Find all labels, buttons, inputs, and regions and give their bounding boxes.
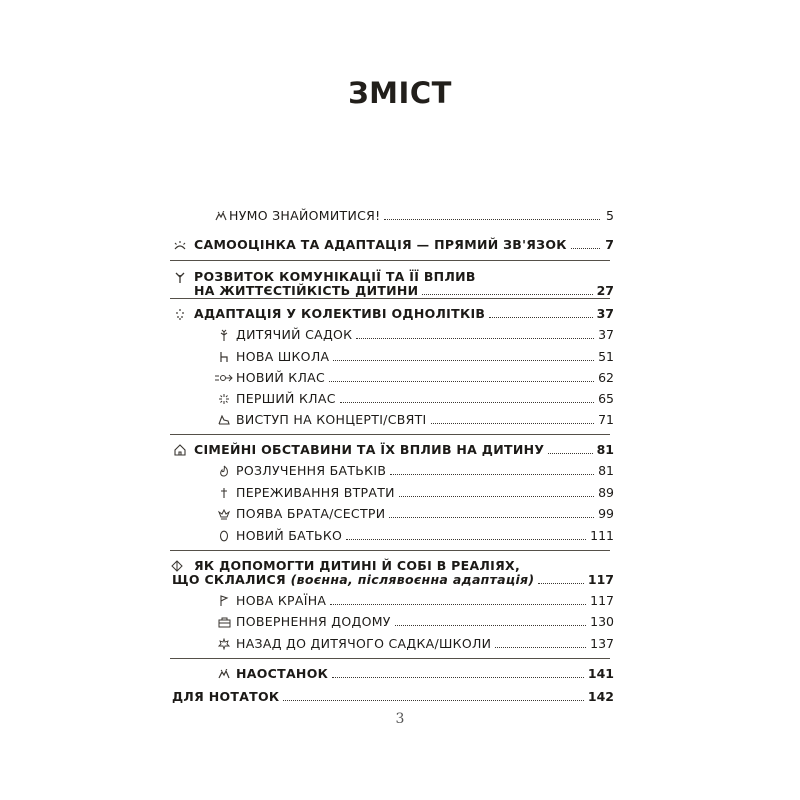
toc-entry-label: ПОВЕРНЕННЯ ДОДОМУ	[236, 614, 391, 629]
toc-entry-return-home[interactable]	[236, 615, 614, 629]
toc-entry-help-reality[interactable]	[172, 558, 614, 587]
toc-entry-page: 71	[598, 412, 614, 427]
toc-entry-label: ДЛЯ НОТАТОК	[172, 689, 280, 704]
toc-entry-new-school[interactable]	[236, 350, 614, 364]
toc-entry-page: 81	[598, 463, 614, 478]
mountain-icon	[217, 667, 231, 681]
leader-dots	[356, 338, 594, 339]
sparkle-icon	[173, 307, 187, 321]
leader-dots	[346, 539, 586, 540]
leader-dots	[340, 402, 594, 403]
toc-entry-back-to-school[interactable]	[236, 637, 614, 651]
toc-entry-peer-adaptation[interactable]	[194, 307, 614, 321]
toc-entry-label: НОВИЙ БАТЬКО	[236, 528, 343, 543]
toc-entry-label: НОВА ШКОЛА	[236, 349, 330, 364]
toc-entry-new-class[interactable]	[236, 371, 614, 385]
leader-dots	[330, 604, 586, 605]
toc-entry-page: 89	[598, 485, 614, 500]
toc-entry-label: ДИТЯЧИЙ САДОК	[236, 327, 353, 342]
leader-dots	[389, 517, 594, 518]
toc-entry-page: 51	[598, 349, 614, 364]
label-italic: (воєнна, післявоєнна адаптація)	[290, 572, 535, 587]
toc-entry-label: СІМЕЙНІ ОБСТАВИНИ ТА ЇХ ВПЛИВ НА ДИТИНУ	[194, 442, 545, 457]
diamond-leaf-icon	[170, 559, 184, 573]
page-title: ЗМІСТ	[348, 76, 452, 110]
toc-entry-label: НАОСТАНОК	[236, 666, 329, 681]
sunrise-icon	[173, 238, 187, 252]
toc-entry-label-line2	[172, 573, 534, 587]
leader-dots	[571, 248, 600, 249]
toc-entry-sibling[interactable]	[236, 507, 614, 521]
circle-icon	[217, 529, 231, 543]
leader-dots	[395, 625, 586, 626]
divider	[170, 298, 610, 299]
leader-dots	[495, 647, 586, 648]
toc-entry-label: ПЕРЕЖИВАННЯ ВТРАТИ	[236, 485, 395, 500]
toc-entry-label: НОВИЙ КЛАС	[236, 370, 326, 385]
star-burst-icon	[217, 392, 231, 406]
toc-entry-intro[interactable]	[229, 209, 614, 223]
toc-entry-notes[interactable]	[172, 690, 614, 704]
leader-dots	[329, 381, 594, 382]
toc-entry-page: 62	[598, 370, 614, 385]
toc-entry-label: НОВА КРАЇНА	[236, 593, 327, 608]
divider	[170, 260, 610, 261]
maple-icon	[217, 637, 231, 651]
suitcase-icon	[217, 615, 231, 629]
chair-icon	[217, 350, 231, 364]
leader-dots	[390, 474, 594, 475]
toc-entry-label-line1: РОЗВИТОК КОМУНІКАЦІЇ ТА ЇЇ ВПЛИВ	[194, 269, 476, 284]
label-text: ЩО СКЛАЛИСЯ	[172, 572, 286, 587]
toc-entry-label: РОЗЛУЧЕННЯ БАТЬКІВ	[236, 463, 387, 478]
toc-entry-page: 81	[596, 442, 614, 457]
crown-icon	[217, 507, 231, 521]
leader-dots	[422, 294, 592, 295]
divider	[170, 550, 610, 551]
sprout-icon	[173, 270, 187, 284]
toc-entry-page: 37	[598, 327, 614, 342]
toc-entry-label: ПЕРШИЙ КЛАС	[236, 391, 336, 406]
toc-entry-label: АДАПТАЦІЯ У КОЛЕКТИВІ ОДНОЛІТКІВ	[194, 306, 486, 321]
toc-entry-label-line2: НА ЖИТТЄСТІЙКІСТЬ ДИТИНИ	[194, 283, 419, 298]
toc-entry-first-grade[interactable]	[236, 392, 614, 406]
toc-entry-page: 37	[596, 306, 614, 321]
flame-icon	[217, 464, 231, 478]
toc-entry-page: 5	[606, 208, 614, 223]
mountain-icon	[214, 209, 228, 223]
leader-dots	[538, 583, 584, 584]
toc-entry-page: 99	[598, 506, 614, 521]
toc-entry-label: НУМО ЗНАЙОМИТИСЯ!	[229, 208, 381, 223]
cross-icon	[217, 486, 231, 500]
toc-entry-page: 117	[587, 572, 614, 587]
toc-entry-label: САМООЦІНКА ТА АДАПТАЦІЯ — ПРЯМИЙ ЗВ'ЯЗОК	[194, 237, 567, 252]
flag-icon	[217, 594, 231, 608]
shoe-icon	[217, 413, 231, 427]
toc-entry-communication[interactable]	[194, 269, 614, 298]
toc-entry-page: 137	[590, 636, 614, 651]
leader-dots	[283, 700, 583, 701]
toc-entry-kindergarten[interactable]	[236, 328, 614, 342]
house-icon	[173, 443, 187, 457]
toc-entry-page: 65	[598, 391, 614, 406]
leader-dots	[548, 453, 592, 454]
leader-dots	[431, 423, 595, 424]
toc-entry-label: ПОЯВА БРАТА/СЕСТРИ	[236, 506, 386, 521]
toc-entry-page: 7	[605, 237, 614, 252]
page-number: 3	[395, 711, 405, 727]
toc-entry-label: ВИСТУП НА КОНЦЕРТІ/СВЯТІ	[236, 412, 427, 427]
toc-entry-label: НАЗАД ДО ДИТЯЧОГО САДКА/ШКОЛИ	[236, 636, 492, 651]
toc-entry-page: 141	[587, 666, 614, 681]
leader-dots	[384, 219, 600, 220]
toc-entry-page: 142	[587, 689, 614, 704]
leader-dots	[333, 360, 594, 361]
toc-entry-page: 27	[596, 283, 614, 298]
toc-entry-finally[interactable]	[236, 667, 614, 681]
toc-entry-label-line1: ЯК ДОПОМОГТИ ДИТИНІ Й СОБІ В РЕАЛІЯХ,	[194, 558, 520, 573]
plant-icon	[217, 328, 231, 342]
toc-entry-page: 117	[590, 593, 614, 608]
toc-entry-family[interactable]	[194, 443, 614, 457]
divider	[170, 658, 610, 659]
divider	[170, 434, 610, 435]
toc-entry-divorce[interactable]	[236, 464, 614, 478]
leader-dots	[399, 496, 594, 497]
leader-dots	[332, 677, 584, 678]
toc-entry-self-esteem[interactable]	[194, 238, 614, 252]
leader-dots	[489, 317, 592, 318]
toc-entry-loss[interactable]	[236, 486, 614, 500]
toc-entry-page: 130	[590, 614, 614, 629]
arrow-icon	[214, 371, 234, 385]
toc-entry-page: 111	[590, 528, 614, 543]
toc-entry-new-country[interactable]	[236, 594, 614, 608]
toc-entry-performance[interactable]	[236, 413, 614, 427]
toc-entry-new-father[interactable]	[236, 529, 614, 543]
